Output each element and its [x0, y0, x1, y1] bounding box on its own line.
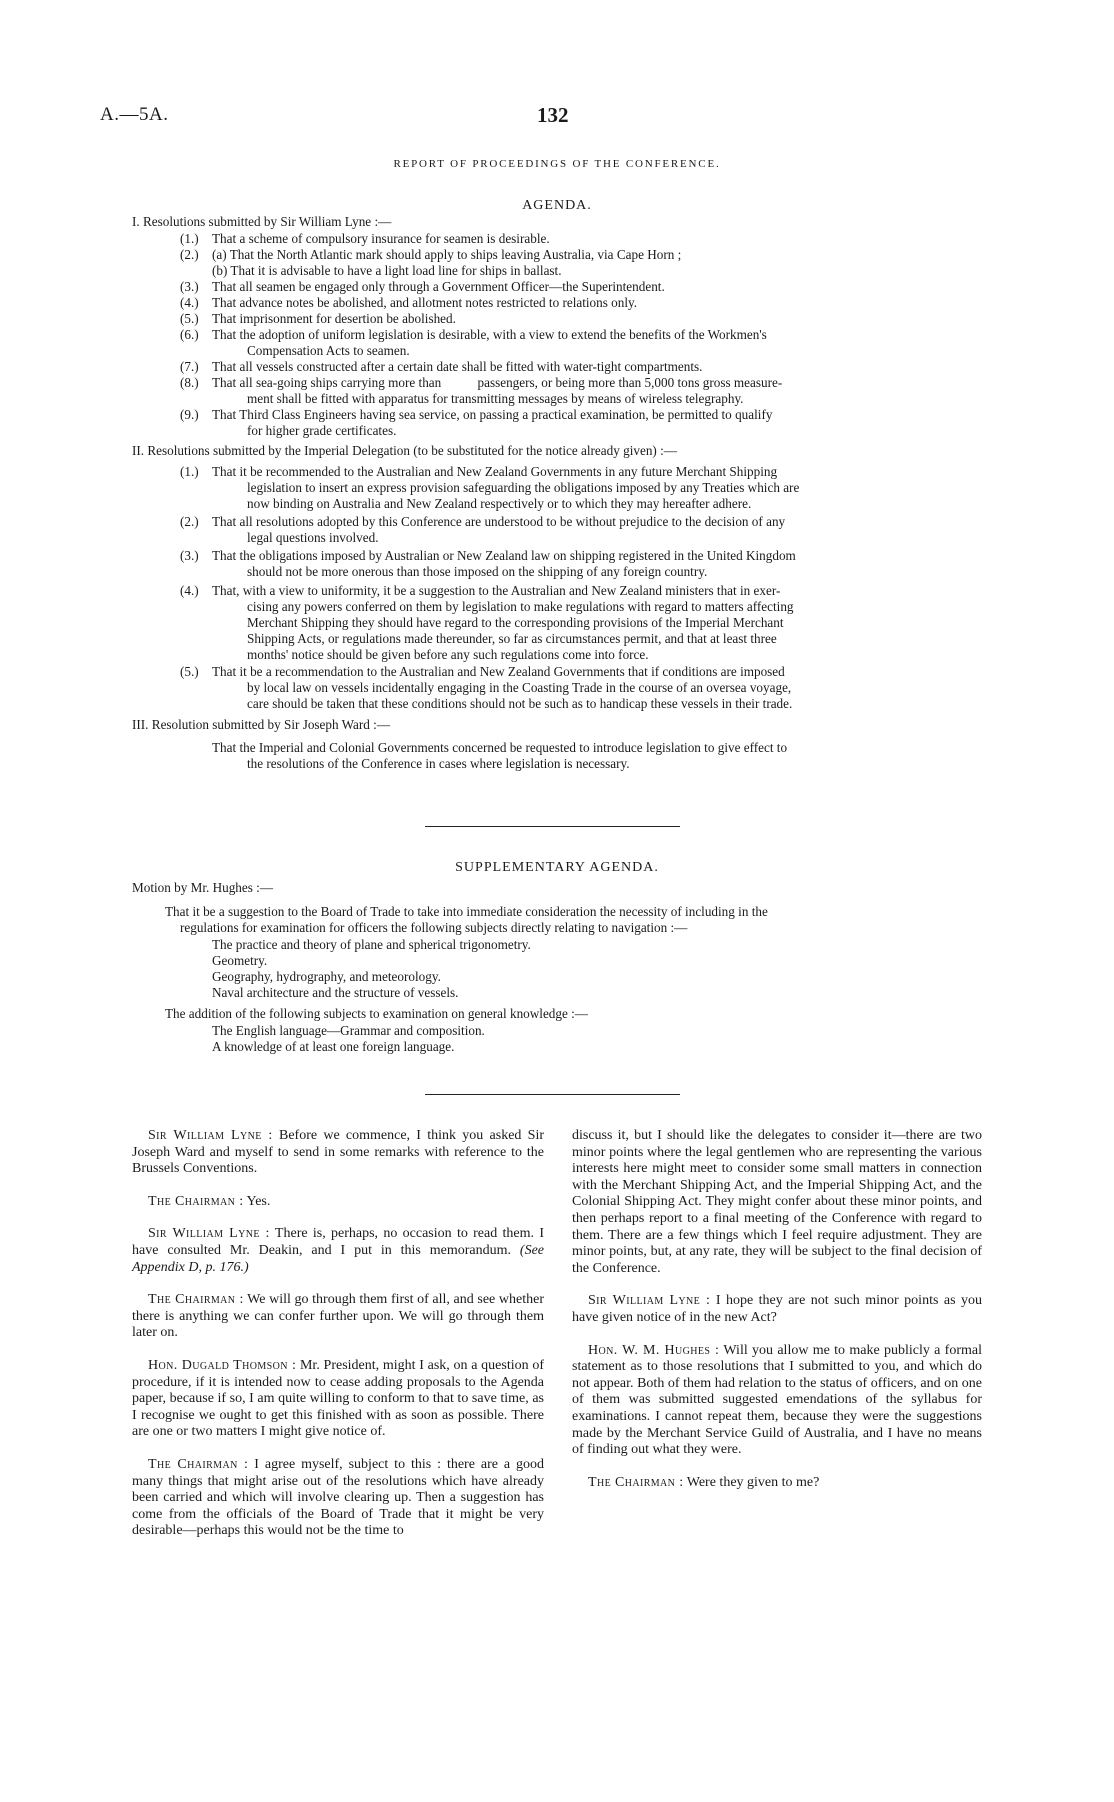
- speech-text: Mr. President, might I ask, on a question of procedure, if it is intended now to cease adding proposals to the Agenda paper, because if so, I am quite willing to conform to that to save time, as I recognise we ought to get this finished with as soon as possible. There are one or two matters I might give notice of.: [132, 1357, 544, 1440]
- speech: [132, 1358, 544, 1441]
- item-line: legal questions involved.: [247, 530, 379, 545]
- subject-item: Geometry.: [212, 953, 268, 968]
- motion-heading: Motion by Mr. Hughes :—: [132, 880, 274, 895]
- item-line: That all seamen be engaged only through a Government Officer—the Superintendent.: [212, 279, 665, 294]
- item-line: Shipping Acts, or regulations made thereunder, so far as circumstances permit, and that at least three: [247, 631, 777, 646]
- speech-text: There is, perhaps, no occasion to read them. I have consulted Mr. Deakin, and I put in this memorandum.: [132, 1226, 545, 1258]
- debate-column-left: [132, 1128, 544, 1556]
- addition-line: The addition of the following subjects to examination on general knowledge :—: [165, 1006, 588, 1021]
- divider: [425, 1094, 680, 1095]
- debate-column-right: [572, 1128, 982, 1507]
- item-number: (4.): [180, 583, 199, 598]
- speech-text: Will you allow me to make publicly a formal statement as to those resolutions that I submitted to you, and which do not appear. Both of them had relation to the status of officers, and on one of them was submitted suggested emendations of the syllabus for examinations. I cannot repeat them, because they were the suggestions made by the Merchant Service Guild of Australia, and I have no means of finding out what they were.: [572, 1342, 982, 1458]
- speech-text: Were they given to me?: [686, 1474, 820, 1490]
- agenda-title: AGENDA.: [522, 198, 592, 213]
- speech: [572, 1343, 982, 1459]
- item-number: (1.): [180, 464, 199, 479]
- speech: [132, 1457, 544, 1540]
- speech-text: I hope they are not such minor points as you have given notice of in the new Act?: [572, 1293, 983, 1325]
- item-line: That it be a recommendation to the Australian and New Zealand Governments that if conditions are imposed: [212, 664, 785, 679]
- item-number: (3.): [180, 548, 199, 563]
- item-line: That all sea-going ships carrying more than passengers, or being more than 5,000 tons gross measure-: [212, 375, 783, 390]
- item-number: (9.): [180, 407, 199, 422]
- motion-line: That it be a suggestion to the Board of Trade to take into immediate consideration the necessity of including in the: [165, 904, 768, 919]
- item-line: That the obligations imposed by Australian or New Zealand law on shipping registered in the United Kingdom: [212, 548, 796, 563]
- document-code: A.—5A.: [100, 104, 169, 125]
- item-number: (4.): [180, 295, 199, 310]
- speaker: The Chairman :: [148, 1456, 249, 1472]
- item-line: Compensation Acts to seamen.: [247, 343, 410, 358]
- item-line: That the adoption of uniform legislation is desirable, with a view to extend the benefits of the Workmen's: [212, 327, 767, 342]
- resolution-line: the resolutions of the Conference in cases where legislation is necessary.: [247, 756, 630, 771]
- speech: [132, 1226, 544, 1276]
- item-line: months' notice should be given before any such regulations come into force.: [247, 647, 649, 662]
- item-number: (8.): [180, 375, 199, 390]
- item-line: (a) That the North Atlantic mark should apply to ships leaving Australia, via Cape Horn ;: [212, 247, 682, 262]
- item-number: (5.): [180, 664, 199, 679]
- speaker: The Chairman :: [148, 1193, 244, 1209]
- general-item: A knowledge of at least one foreign language.: [212, 1039, 455, 1054]
- item-line: ment shall be fitted with apparatus for transmitting messages by means of wireless telegraphy.: [247, 391, 744, 406]
- section-iii-heading: III. Resolution submitted by Sir Joseph Ward :—: [132, 717, 391, 732]
- motion-line: regulations for examination for officers the following subjects directly relating to navigation :—: [180, 920, 688, 935]
- speaker: Hon. Dugald Thomson :: [148, 1357, 297, 1373]
- speaker: The Chairman :: [148, 1292, 244, 1308]
- item-line: That all vessels constructed after a certain date shall be fitted with water-tight compartments.: [212, 359, 703, 374]
- speech: [572, 1128, 982, 1277]
- item-line: That it be recommended to the Australian and New Zealand Governments in any future Merchant Shipping: [212, 464, 778, 479]
- speech: [132, 1128, 544, 1178]
- speaker: Hon. W. M. Hughes :: [588, 1342, 720, 1358]
- subject-item: Naval architecture and the structure of vessels.: [212, 985, 459, 1000]
- item-line: for higher grade certificates.: [247, 423, 397, 438]
- item-line: That imprisonment for desertion be abolished.: [212, 311, 456, 326]
- speech: [132, 1194, 544, 1211]
- subject-item: The practice and theory of plane and spherical trigonometry.: [212, 937, 531, 952]
- speech: [572, 1293, 982, 1326]
- item-line: should not be more onerous than those imposed on the shipping of any foreign country.: [247, 564, 708, 579]
- page-number: 132: [537, 103, 569, 127]
- speech-text: We will go through them first of all, and see whether there is anything we can confer further upon. We will go through them later on.: [132, 1292, 544, 1341]
- item-number: (5.): [180, 311, 199, 326]
- speech-text: Yes.: [246, 1193, 271, 1209]
- speaker: Sir William Lyne :: [588, 1293, 711, 1309]
- speech-text: Before we commence, I think you asked Sir Joseph Ward and myself to send in some remarks with reference to the Brussels Conventions.: [132, 1128, 544, 1177]
- speaker: The Chairman :: [588, 1474, 684, 1490]
- speech: [132, 1292, 544, 1342]
- item-line: legislation to insert an express provision safeguarding the obligations imposed by any Treaties which are: [247, 480, 800, 495]
- section-i-heading: I. Resolutions submitted by Sir William Lyne :—: [132, 214, 392, 229]
- subject-item: Geography, hydrography, and meteorology.: [212, 969, 441, 984]
- divider: [425, 826, 680, 827]
- item-line: by local law on vessels incidentally engaging in the Coasting Trade in the course of an oversea voyage,: [247, 680, 792, 695]
- appendix-reference: (See Appendix D, p. 176.): [132, 1242, 544, 1275]
- speech-text: discuss it, but I should like the delegates to consider it—there are two minor points where the legal gentlemen who are representing the various interests here might meet to consider some small matters in connection with the Merchant Shipping Act, and the Imperial Shipping Act, and the Colonial Shipping Act. They might confer about these minor points, and then perhaps report to a final meeting of the Conference with regard to them. There are a few things which I feel require adjustment. They are minor points, but, at any rate, they will be subject to the final decision of the Conference.: [572, 1128, 982, 1276]
- supplementary-title: SUPPLEMENTARY AGENDA.: [455, 860, 659, 875]
- item-line: That, with a view to uniformity, it be a suggestion to the Australian and New Zealand ministers that in exer-: [212, 583, 781, 598]
- section-ii-heading: II. Resolutions submitted by the Imperial Delegation (to be substituted for the notice already given) :—: [132, 443, 677, 458]
- item-line: That advance notes be abolished, and allotment notes restricted to relations only.: [212, 295, 638, 310]
- speech-text: I agree myself, subject to this : there are a good many things that might arise out of the resolutions which have already been carried and which will involve clearing up. Then a suggestion has come from the officials of the Board of Trade that it might be very desirable—perhaps this would not be the time to: [132, 1456, 544, 1539]
- item-number: (1.): [180, 231, 199, 246]
- speaker: Sir William Lyne :: [148, 1226, 270, 1242]
- running-title: REPORT OF PROCEEDINGS OF THE CONFERENCE.: [393, 158, 721, 170]
- speaker: Sir William Lyne :: [148, 1128, 273, 1143]
- item-line: (b) That it is advisable to have a light load line for ships in ballast.: [212, 263, 562, 278]
- item-line: cising any powers conferred on them by legislation to make regulations with regard to matters affecting: [247, 599, 794, 614]
- item-line: now binding on Australia and New Zealand respectively or to which they may hereafter adhere.: [247, 496, 752, 511]
- item-line: Merchant Shipping they should have regard to the corresponding provisions of the Imperial Merchant: [247, 615, 784, 630]
- general-item: The English language—Grammar and composition.: [212, 1023, 485, 1038]
- resolution-line: That the Imperial and Colonial Governments concerned be requested to introduce legislation to give effect to: [212, 740, 788, 755]
- item-line: care should be taken that these conditions should not be such as to handicap these vessels in their trade.: [247, 696, 793, 711]
- speech: [572, 1475, 982, 1492]
- item-number: (2.): [180, 247, 199, 262]
- item-number: (6.): [180, 327, 199, 342]
- item-line: That Third Class Engineers having sea service, on passing a practical examination, be permitted to qualify: [212, 407, 773, 422]
- item-number: (2.): [180, 514, 199, 529]
- item-number: (7.): [180, 359, 199, 374]
- item-line: That a scheme of compulsory insurance for seamen is desirable.: [212, 231, 550, 246]
- item-line: That all resolutions adopted by this Conference are understood to be without prejudice to the decision of any: [212, 514, 786, 529]
- item-number: (3.): [180, 279, 199, 294]
